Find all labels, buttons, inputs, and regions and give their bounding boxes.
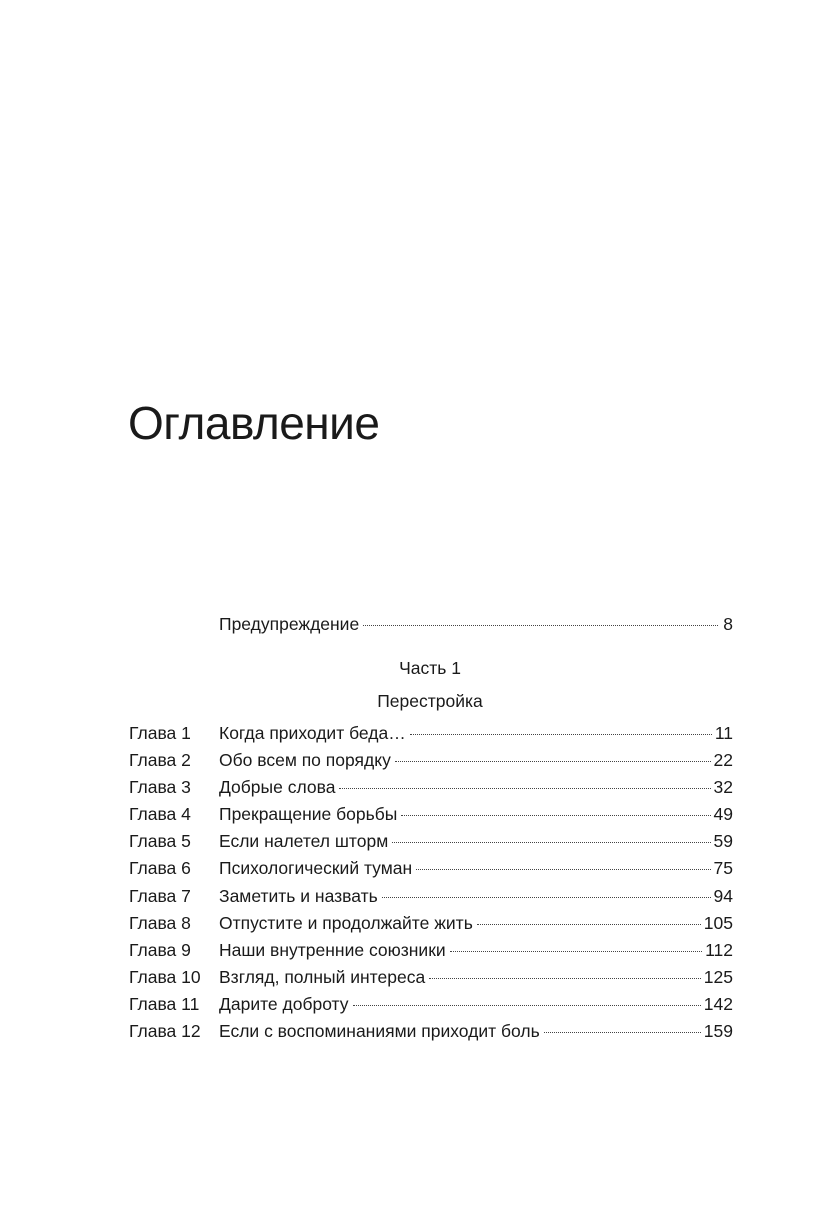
chapter-label: Глава 9 xyxy=(129,939,191,960)
dot-leader xyxy=(339,788,710,789)
toc-page-number: 8 xyxy=(723,614,733,634)
dot-leader xyxy=(392,842,710,843)
toc-entry-title: Дарите доброту xyxy=(219,993,349,1014)
toc-entry-title: Прекращение борьбы xyxy=(219,804,398,825)
toc-page-number: 142 xyxy=(703,993,733,1014)
chapter-label: Глава 7 xyxy=(129,885,191,906)
toc-entry-title: Психологический туман xyxy=(219,858,413,879)
toc-page-number: 59 xyxy=(713,831,733,852)
toc-entry-chapter-1[interactable] xyxy=(129,723,733,750)
toc-entry-title: Отпустите и продолжайте жить xyxy=(219,912,473,933)
chapter-label: Глава 6 xyxy=(129,858,191,879)
dot-leader xyxy=(410,734,712,735)
toc-page-number: 125 xyxy=(703,966,733,987)
toc-entry-title: Наши внутренние союзники xyxy=(219,939,446,960)
toc-entry-chapter-4[interactable] xyxy=(129,804,733,831)
toc-page-number: 11 xyxy=(714,723,733,743)
toc-page-number: 32 xyxy=(713,777,733,798)
dot-leader xyxy=(353,1005,701,1006)
toc-page-number: 105 xyxy=(703,912,733,933)
chapter-label: Глава 4 xyxy=(129,804,191,825)
toc-entry-title: Взгляд, полный интереса xyxy=(219,966,426,987)
toc-entry-chapter-9[interactable] xyxy=(129,940,733,967)
chapter-list xyxy=(129,723,733,1048)
toc-entry-title: Если налетел шторм xyxy=(219,831,389,852)
toc-entry-title: Обо всем по порядку xyxy=(219,750,391,771)
chapter-label: Глава 10 xyxy=(129,966,201,987)
toc-page-number: 159 xyxy=(703,1021,733,1042)
toc-entry-chapter-12[interactable] xyxy=(129,1021,733,1048)
dot-leader xyxy=(450,951,702,952)
dot-leader xyxy=(477,924,701,925)
dot-leader xyxy=(401,815,710,816)
chapter-label: Глава 5 xyxy=(129,831,191,852)
toc-entry-title: Добрые слова xyxy=(219,777,336,798)
toc-page-number: 94 xyxy=(713,885,733,906)
part-number: Часть 1 xyxy=(399,658,461,678)
toc-entry-chapter-6[interactable] xyxy=(129,858,733,885)
chapter-label: Глава 8 xyxy=(129,912,191,933)
toc-entry-title: Когда приходит беда… xyxy=(219,723,406,743)
dot-leader xyxy=(395,761,711,762)
dot-leader xyxy=(382,897,711,898)
toc-entry-chapter-5[interactable] xyxy=(129,831,733,858)
chapter-label: Глава 11 xyxy=(129,993,200,1014)
chapter-label: Глава 2 xyxy=(129,750,191,771)
chapter-label: Глава 3 xyxy=(129,777,191,798)
toc-entry-chapter-10[interactable] xyxy=(129,967,733,994)
toc-page-number: 112 xyxy=(705,939,733,960)
toc-page-number: 49 xyxy=(713,804,733,825)
dot-leader xyxy=(363,625,718,626)
toc-entry-chapter-2[interactable] xyxy=(129,750,733,777)
part-title: Перестройка xyxy=(377,691,483,711)
toc-entry-title: Если с воспоминаниями приходит боль xyxy=(219,1021,540,1042)
dot-leader xyxy=(416,869,710,870)
toc-entry-chapter-8[interactable] xyxy=(129,913,733,940)
toc-entry-chapter-7[interactable] xyxy=(129,886,733,913)
toc-entry-chapter-3[interactable] xyxy=(129,777,733,804)
chapter-label: Глава 12 xyxy=(129,1021,201,1042)
toc-entry-chapter-11[interactable] xyxy=(129,994,733,1021)
toc-entry-preface[interactable] xyxy=(219,614,733,641)
chapter-label: Глава 1 xyxy=(129,723,191,743)
toc-page-number: 22 xyxy=(713,750,733,771)
toc-page-number: 75 xyxy=(713,858,733,879)
toc-entry-title: Заметить и назвать xyxy=(219,885,378,906)
dot-leader xyxy=(429,978,701,979)
dot-leader xyxy=(544,1032,701,1033)
toc-entry-title: Предупреждение xyxy=(219,614,360,634)
page-title: Оглавление xyxy=(128,397,380,449)
